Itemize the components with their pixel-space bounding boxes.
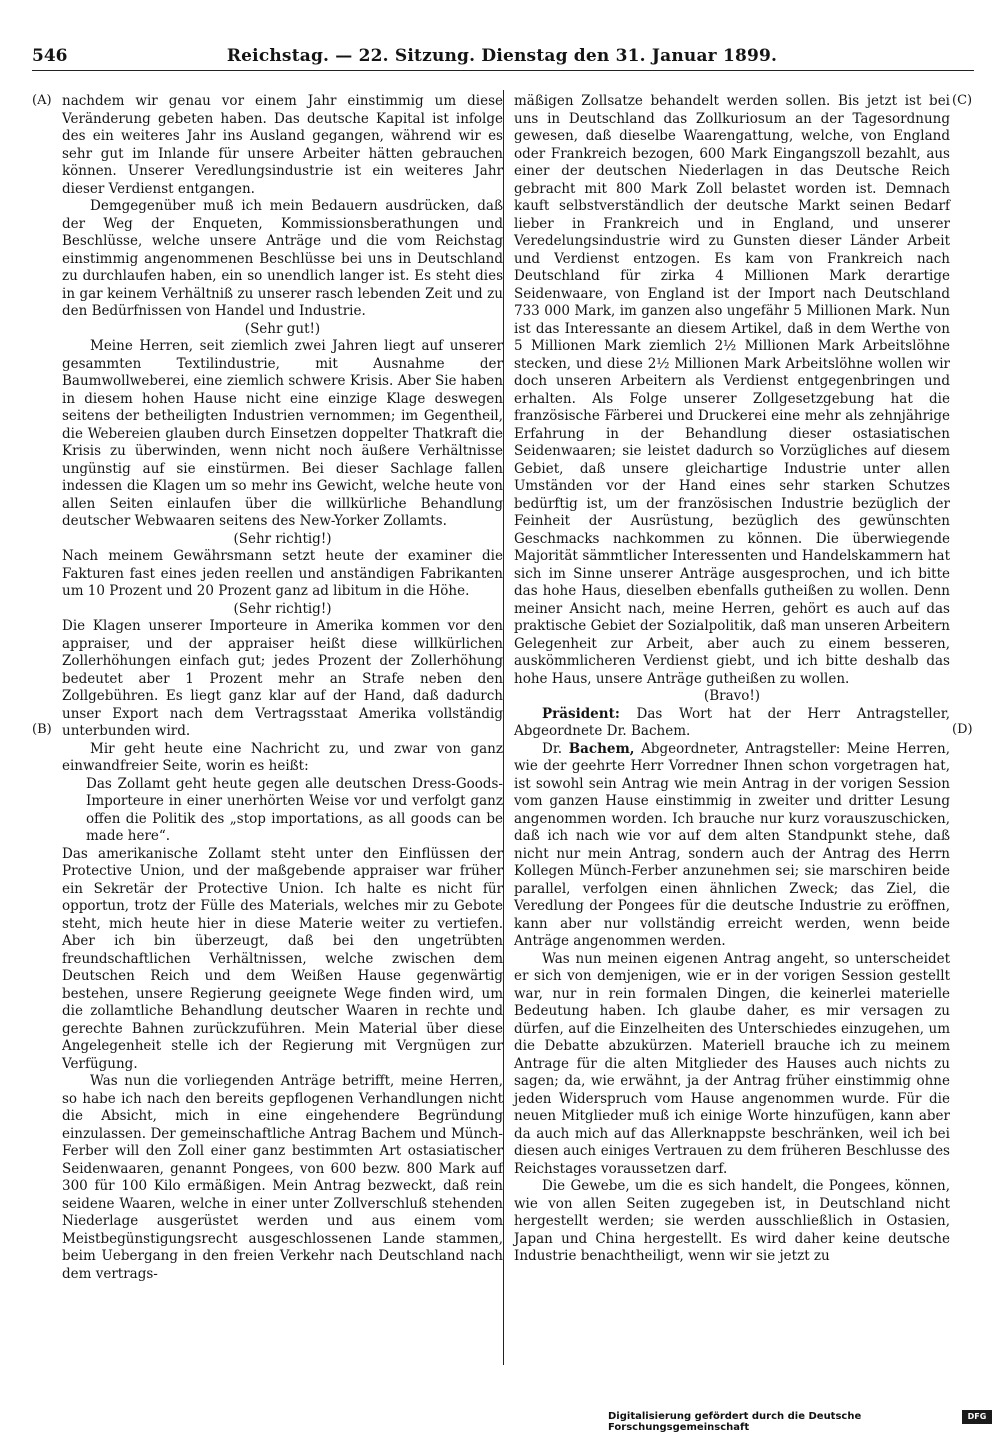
column-divider — [503, 90, 504, 1365]
interjection: (Sehr richtig!) — [233, 530, 332, 547]
margin-label-c: (C) — [952, 93, 973, 108]
speaker-label: Präsident: — [542, 705, 620, 722]
page-number: 546 — [32, 46, 68, 66]
speech-text: Abgeordneter, Antragsteller: Meine Herren, wie der geehrte Herr Vorredner Ihnen schon vorgetragen hat, ist sowohl sein Antrag wie mein Antrag in der vorigen Session vom ganzen Hause einstimmig in zweiter und dritter Lesung angenommen worden. Ich brauche nur kurz vorauszuschicken, daß ich nach wie vor auf dem alten Standpunkt stehe, daß nicht nur mein Antrag, sondern auch der Antrag des Herrn Kollegen Münch-Ferber anzunehmen sei; sie marschiren beide parallel, verfolgen einen ähnlichen Zweck; das Ziel, die Veredlung der Pongees für die deutsche Industrie zu eröffnen, kann aber nur vollständig erreicht werden, wenn beide Anträge angenommen werden. — [514, 740, 951, 949]
paragraph: Was nun die vorliegenden Anträge betrifft, meine Herren, so habe ich nach den bereits gepflogenen Verhandlungen nicht die Absicht, mich in eine eingehendere Begründung einzulassen. Der gemeinschaftliche Antrag Bachem und Münch-Ferber will den Zoll einer ganz bestimmten Art ostasiatischer Seidenwaaren, genannt Pongees, von 600 bezw. 800 Mark auf 300 für 100 Kilo ermäßigen. Mein Antrag bezweckt, daß rein seidene Waaren, welche in einer unter Zollverschluß stehenden Niederlage ausgerüstet werden und aus einem vom Meistbegünstigungsrecht ausgeschlossenen Lande stammen, beim Uebergang in den freien Verkehr nach Deutschland nach dem vertrags- — [62, 1073, 503, 1282]
paragraph: mäßigen Zollsatze behandelt werden sollen. Bis jetzt ist bei uns in Deutschland das Zollkuriosum an der Tagesordnung gewesen, daß dieselbe Waarengattung, welche, von England oder Frankreich bezogen, 600 Mark Eingangszoll bezahlt, aus einer der deutschen Niederlagen in das Deutsche Reich gebracht mit 800 Mark Zoll belastet worden ist. Demnach kauft selbstverständlich der deutsche Markt seinen Bedarf lieber in Frankreich und in England, und unserer Veredelungsindustrie wird zu Gunsten dieser Länder Arbeit und Verdienst entzogen. Es kam von Frankreich nach Deutschland für zirka 4 Millionen Mark derartige Seidenwaare, von England ist der Import nach Deutschland 733 000 Mark, im ganzen also ungefähr 5 Millionen Mark. Nun ist das Interessante an diesem Artikel, daß in dem Werthe von 5 Millionen Mark ziemlich 2½ Millionen Mark Arbeitslöhne stecken, und diese 2½ Millionen Mark Arbeitslöhne wollen wir doch unseren Arbeitern als Verdienst entgegenbringen und erhalten. Als Folge unserer Zollgesetzgebung hat die französische Färberei und Druckerei eine mehr als zehnjährige Erfahrung in der Behandlung dieser ostasiatischen Seidenwaaren; sie leistet dadurch so Vorzügliches auf diesem Gebiet, daß unsere gleichartige Industrie unter allen Umständen vor der Hand eines sehr starken Schutzes bedürftig ist, um der französischen Industrie bezüglich der Feinheit der Ausrüstung, bezüglich des gewünschten Geschmacks nachkommen zu können. Die überwiegende Majorität sämmtlicher Interessenten und Handelskammern hat sich im Sinne unserer Anträge ausgesprochen, und ich bitte das hohe Haus, dieselben ebenfalls gutheißen zu wollen. Denn meiner Ansicht nach, meine Herren, gehört es auch auf das praktische Gebiet der Sozialpolitik, daß man unseren Arbeitern Gelegenheit zur Arbeit, aber auch zu einem besseren, auskömmlicheren Verdienst giebt, und ich bitte deshalb das hohe Haus, unsere Anträge gutheißen zu wollen. — [514, 93, 950, 687]
running-title: Reichstag. — 22. Sitzung. Dienstag den 31. Januar 1899. — [226, 46, 778, 66]
right-column — [514, 93, 950, 1266]
speaker-name: Bachem, — [568, 740, 635, 757]
paragraph: Die Klagen unserer Importeure in Amerika kommen vor den appraiser, und der appraiser heißt diese willkürlichen Zollerhöhungen einfach gut; jedes Prozent der Zollerhöhung bedeutet aber 1 Prozent mehr an Strafe neben den Zollgebühren. Es liegt ganz klar auf der Hand, daß dadurch unser Export nach dem Vertragsstaat Amerika vollständig unterbunden wird. — [62, 618, 503, 739]
paragraph — [514, 741, 950, 951]
margin-label-a: (A) — [32, 93, 52, 108]
paragraph: Demgegenüber muß ich mein Bedauern ausdrücken, daß der Weg der Enqueten, Kommissionsberathungen und Beschlüsse, welche unsere Anträge und die vom Reichstag einstimmig angenommenen Beschlüsse bei uns in Deutschland zu durchlaufen haben, ein so unendlich langer ist. Es steht dies in gar keinem Verhältniß zu unserer rasch lebenden Zeit und zu den Bedürfnissen von Handel und Industrie. — [62, 198, 503, 319]
margin-label-b: (B) — [32, 722, 52, 737]
interjection: (Sehr gut!) — [244, 320, 321, 337]
page-header — [32, 42, 972, 72]
paragraph: Nach meinem Gewährsmann setzt heute der examiner die Fakturen fast eines jeden reellen und anständigen Fabrikanten um 10 Prozent und 20 Prozent ganz ad libitum in die Höhe. — [62, 548, 503, 599]
paragraph: Was nun meinen eigenen Antrag angeht, so unterscheidet er sich von demjenigen, wie er in der vorigen Session gestellt war, nur in rein formalen Dingen, die keinerlei materielle Bedeutung haben. Ich glaube daher, es mir versagen zu dürfen, auf die Einzelheiten des Unterschiedes einzugehen, um die Debatte abzukürzen. Materiell brauche ich zu meinem Antrage für die alten Mitglieder des Hauses auch nichts zu sagen; da, wie erwähnt, ja der Antrag früher einstimmig ohne jeden Widerspruch vom Hause angenommen wurde. Für die neuen Mitglieder muß ich einige Worte hinzufügen, kann aber da auch mich auf das Allerknappste beschränken, weil ich bei diesen auch einiges Vertrauen zu dem früheren Beschlusse des Reichstages voraussetzen darf. — [514, 950, 950, 1177]
speech-text: Das Wort hat der Herr Antragsteller, Abgeordnete Dr. Bachem. — [514, 705, 950, 739]
digitization-credit: Digitalisierung gefördert durch die Deutsche Forschungsgemeinschaft — [608, 1411, 862, 1433]
header-rule — [32, 70, 974, 71]
paragraph — [514, 706, 950, 741]
paragraph: Mir geht heute eine Nachricht zu, und zwar von ganz einwandfreier Seite, worin es heißt: — [62, 740, 503, 774]
paragraph: Meine Herren, seit ziemlich zwei Jahren liegt auf unserer gesammten Textilindustrie, mit Ausnahme der Baumwollweberei, eine ziemlich schwere Krisis. Aber Sie haben in diesem hohen Hause nicht eine einzige Klage deswegen seitens der betheiligten Industrien vernommen; im Gegentheil, die Webereien glauben durch Einsetzen doppelter Thatkraft die Krisis zu überwinden, wenn nicht noch äußere Verhältnisse ungünstig auf sie einstürmen. Bei dieser Sachlage fallen indessen die Klagen um so mehr ins Gewicht, welche heute von allen Seiten einlaufen über die willkürliche Behandlung deutscher Webwaaren seitens des New-Yorker Zollamts. — [62, 338, 503, 529]
paragraph: Das amerikanische Zollamt steht unter den Einflüssen der Protective Union, und der maßgebende appraiser war früher ein Sekretär der Protective Union. Ich halte es nicht für opportun, trotz der Fülle des Materials, welches mir zu Gebote steht, mich heute hier in diese Materie weiter zu vertiefen. Aber ich bin überzeugt, daß bei den ungetrübten freundschaftlichen Verhältnissen, welche zwischen dem Deutschen Reich und dem Weißen Hause gegenwärtig bestehen, unsere Regierung geeignete Wege finden wird, um die zollamtliche Behandlung deutscher Waaren in rechte und gerechte Bahnen zurückzuführen. Mein Material über diese Angelegenheit stelle ich der Regierung mit Vergnügen zur Verfügung. — [62, 845, 503, 1072]
margin-label-d: (D) — [952, 722, 973, 737]
paragraph: Die Gewebe, um die es sich handelt, die Pongees, können, wie von allen Seiten zugegeben ist, in Deutschland nicht hergestellt werden; sie werden ausschließlich in Ostasien, Japan und China hergestellt. Es wird daher keine deutsche Industrie benachtheiligt, wenn wir sie jetzt zu — [514, 1178, 950, 1264]
interjection: (Bravo!) — [703, 688, 761, 704]
paragraph: nachdem wir genau vor einem Jahr einstimmig um diese Veränderung gebeten haben. Das deutsche Kapital ist infolge des ein weiteres Jahr ins Ausland gegangen, während wir es sehr gut im Inlande für unsere Arbeiter hätten gebrauchen können. Unserer Veredlungsindustrie ist ein weiteres Jahr dieser Verdienst entgangen. — [62, 93, 503, 197]
left-column — [62, 93, 503, 1283]
interjection: (Sehr richtig!) — [233, 600, 332, 617]
dfg-logo: DFG — [962, 1410, 992, 1424]
quotation: Das Zollamt geht heute gegen alle deutschen Dress-Goods-Importeure in einer unerhörten Weise vor und verfolgt ganz offen die Politik des „stop importations, as all goods can be made here“. — [86, 775, 503, 844]
speaker-title: Dr. — [542, 740, 563, 757]
